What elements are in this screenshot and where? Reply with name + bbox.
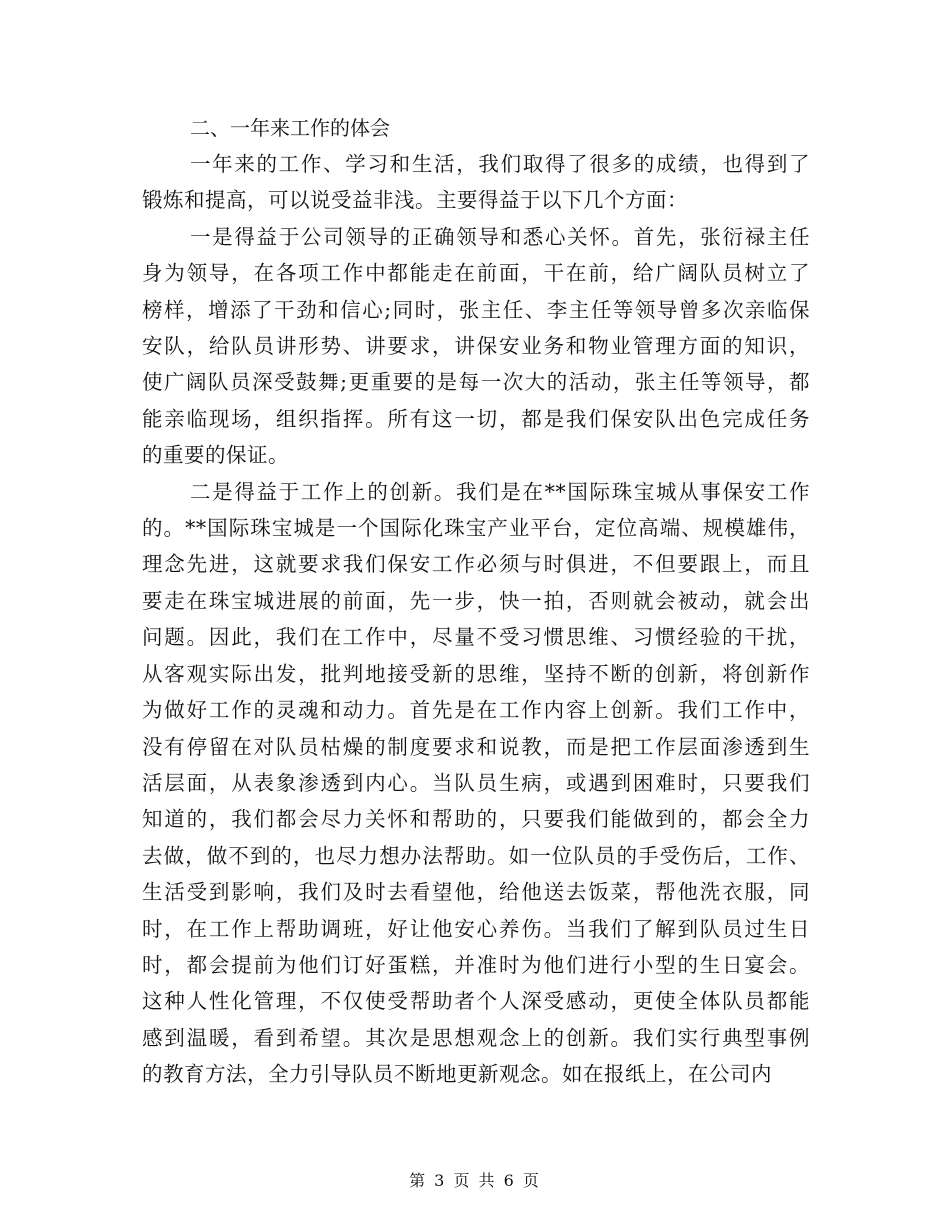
- section-heading: 二、一年来工作的体会: [190, 116, 390, 140]
- paragraph-list: [142, 146, 810, 1093]
- paragraph-line: 时，都会提前为他们订好蛋糕，并准时为他们进行小型的生日宴会。: [142, 952, 810, 977]
- paragraph-line: 生活受到影响，我们及时去看望他，给他送去饭菜，帮他洗衣服，同: [142, 880, 810, 905]
- paragraph-line: 的教育方法，全力引导队员不断地更新观念。如在报纸上，在公司内: [142, 1062, 772, 1087]
- paragraph-line: 问题。因此，我们在工作中，尽量不受习惯思维、习惯经验的干扰，: [142, 625, 810, 650]
- paragraph: [142, 219, 810, 474]
- paragraph: [142, 146, 810, 219]
- paragraph-line: 能亲临现场，组织指挥。所有这一切，都是我们保安队出色完成任务: [142, 406, 810, 431]
- paragraph-line: 锻炼和提高，可以说受益非浅。主要得益于以下几个方面：: [142, 188, 688, 213]
- document-body: [142, 110, 810, 1093]
- paragraph-line: 安队，给队员讲形势、讲要求，讲保安业务和物业管理方面的知识，: [142, 334, 810, 359]
- paragraph-line: 身为领导，在各项工作中都能走在前面，干在前，给广阔队员树立了: [142, 261, 810, 286]
- paragraph-line: 感到温暖，看到希望。其次是思想观念上的创新。我们实行典型事例: [142, 1025, 810, 1050]
- paragraph-line: 的。**国际珠宝城是一个国际化珠宝产业平台，定位高端、规模雄伟，: [142, 516, 810, 541]
- paragraph-line: 活层面，从表象渗透到内心。当队员生病，或遇到困难时，只要我们: [142, 770, 810, 795]
- paragraph-line: 的重要的保证。: [142, 443, 289, 468]
- paragraph-line: 为做好工作的灵魂和动力。首先是在工作内容上创新。我们工作中，: [142, 698, 810, 723]
- paragraph-line: 榜样，增添了干劲和信心;同时，张主任、李主任等领导曾多次亲临保: [142, 297, 810, 322]
- paragraph-line: 时，在工作上帮助调班，好让他安心养伤。当我们了解到队员过生日: [142, 916, 810, 941]
- paragraph-line: 去做，做不到的，也尽力想办法帮助。如一位队员的手受伤后，工作、: [142, 843, 810, 868]
- page-number-footer: 第 3 页 共 6 页: [409, 1171, 541, 1190]
- paragraph-line: 知道的，我们都会尽力关怀和帮助的，只要我们能做到的，都会全力: [142, 807, 810, 832]
- paragraph-line: 没有停留在对队员枯燥的制度要求和说教，而是把工作层面渗透到生: [142, 734, 810, 759]
- paragraph-line: 从客观实际出发，批判地接受新的思维，坚持不断的创新，将创新作: [142, 661, 810, 686]
- paragraph-line: 一是得益于公司领导的正确领导和悉心关怀。首先，张衍禄主任: [190, 224, 810, 249]
- paragraph-line: 理念先进，这就要求我们保安工作必须与时俱进，不但要跟上，而且: [142, 552, 810, 577]
- paragraph-line: 二是得益于工作上的创新。我们是在**国际珠宝城从事保安工作: [190, 479, 810, 504]
- paragraph-line: 这种人性化管理，不仅使受帮助者个人深受感动，更使全体队员都能: [142, 989, 810, 1014]
- paragraph-line: 要走在珠宝城进展的前面，先一步，快一拍，否则就会被动，就会出: [142, 588, 810, 613]
- paragraph-line: 使广阔队员深受鼓舞;更重要的是每一次大的活动，张主任等领导，都: [142, 370, 810, 395]
- paragraph: [142, 474, 810, 1093]
- paragraph-line: 一年来的工作、学习和生活，我们取得了很多的成绩，也得到了: [190, 152, 810, 176]
